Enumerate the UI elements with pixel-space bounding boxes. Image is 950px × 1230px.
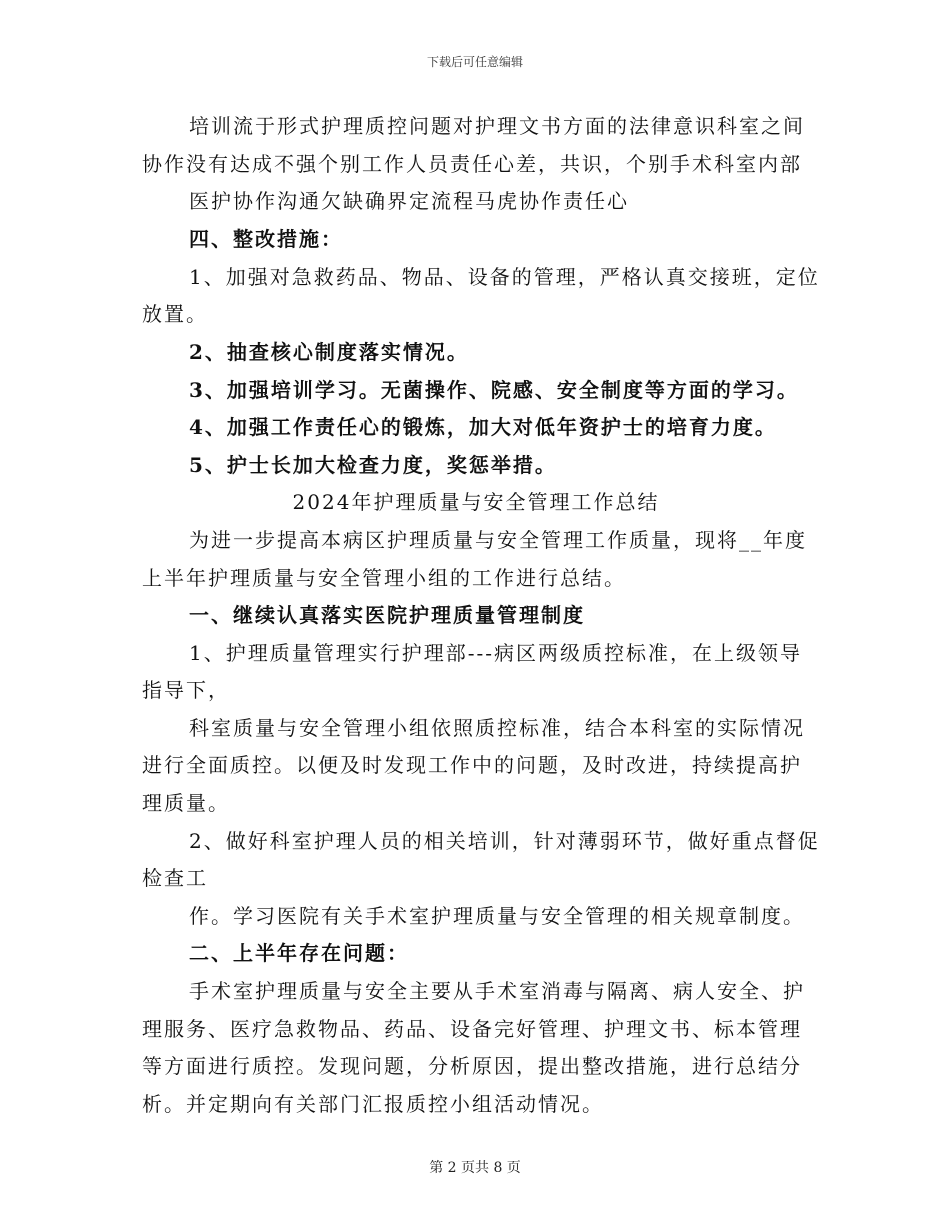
paragraph-line: 医护协作沟通欠缺确界定流程马虎协作责任心 xyxy=(189,189,629,213)
paragraph-line: 为进一步提高本病区护理质量与安全管理工作质量，现将__年度 xyxy=(189,528,807,552)
paragraph-line: 指导下， xyxy=(142,678,230,702)
paragraph-line: 检查工 xyxy=(142,866,208,890)
document-title: 2024年护理质量与安全管理工作总结 xyxy=(292,490,660,514)
paragraph-line: 进行全面质控。以便及时发现工作中的问题，及时改进，持续提高护 xyxy=(142,753,802,777)
paragraph-line: 上半年护理质量与安全管理小组的工作进行总结。 xyxy=(142,566,626,590)
bold-item: 3、加强培训学习。无菌操作、院感、安全制度等方面的学习。 xyxy=(189,378,799,402)
paragraph-line: 1、护理质量管理实行护理部---病区两级质控标准，在上级领导 xyxy=(189,641,802,665)
bold-item: 5、护士长加大检查力度，奖惩举措。 xyxy=(189,453,557,477)
bold-item: 4、加强工作责任心的锻炼，加大对低年资护士的培育力度。 xyxy=(189,415,777,439)
section-heading: 一、继续认真落实医院护理质量管理制度 xyxy=(189,603,585,627)
paragraph-line: 培训流于形式护理质控问题对护理文书方面的法律意识科室之间 xyxy=(189,114,805,138)
page-header: 下载后可任意编辑 xyxy=(426,55,523,69)
paragraph-line: 协作没有达成不强个别工作人员责任心差，共识，个别手术科室内部 xyxy=(142,152,802,176)
paragraph-line: 理质量。 xyxy=(142,791,230,815)
paragraph-line: 放置。 xyxy=(142,302,208,326)
paragraph-line: 析。并定期向有关部门汇报质控小组活动情况。 xyxy=(142,1092,604,1116)
paragraph-line: 2、做好科室护理人员的相关培训，针对薄弱环节，做好重点督促 xyxy=(189,829,820,853)
paragraph-line: 理服务、医疗急救物品、药品、设备完好管理、护理文书、标本管理 xyxy=(142,1017,802,1041)
section-heading: 四、整改措施： xyxy=(189,227,343,251)
paragraph-line: 等方面进行质控。发现问题，分析原因，提出整改措施，进行总结分 xyxy=(142,1054,802,1078)
paragraph-line: 科室质量与安全管理小组依照质控标准，结合本科室的实际情况 xyxy=(189,716,805,740)
section-heading: 二、上半年存在问题： xyxy=(189,941,409,965)
paragraph-line: 1、加强对急救药品、物品、设备的管理，严格认真交接班，定位 xyxy=(189,265,820,289)
paragraph-line: 作。学习医院有关手术室护理质量与安全管理的相关规章制度。 xyxy=(189,904,805,928)
page-footer: 第 2 页共 8 页 xyxy=(429,1160,521,1176)
paragraph-line: 手术室护理质量与安全主要从手术室消毒与隔离、病人安全、护 xyxy=(189,979,805,1003)
bold-item: 2、抽查核心制度落实情况。 xyxy=(189,340,469,364)
